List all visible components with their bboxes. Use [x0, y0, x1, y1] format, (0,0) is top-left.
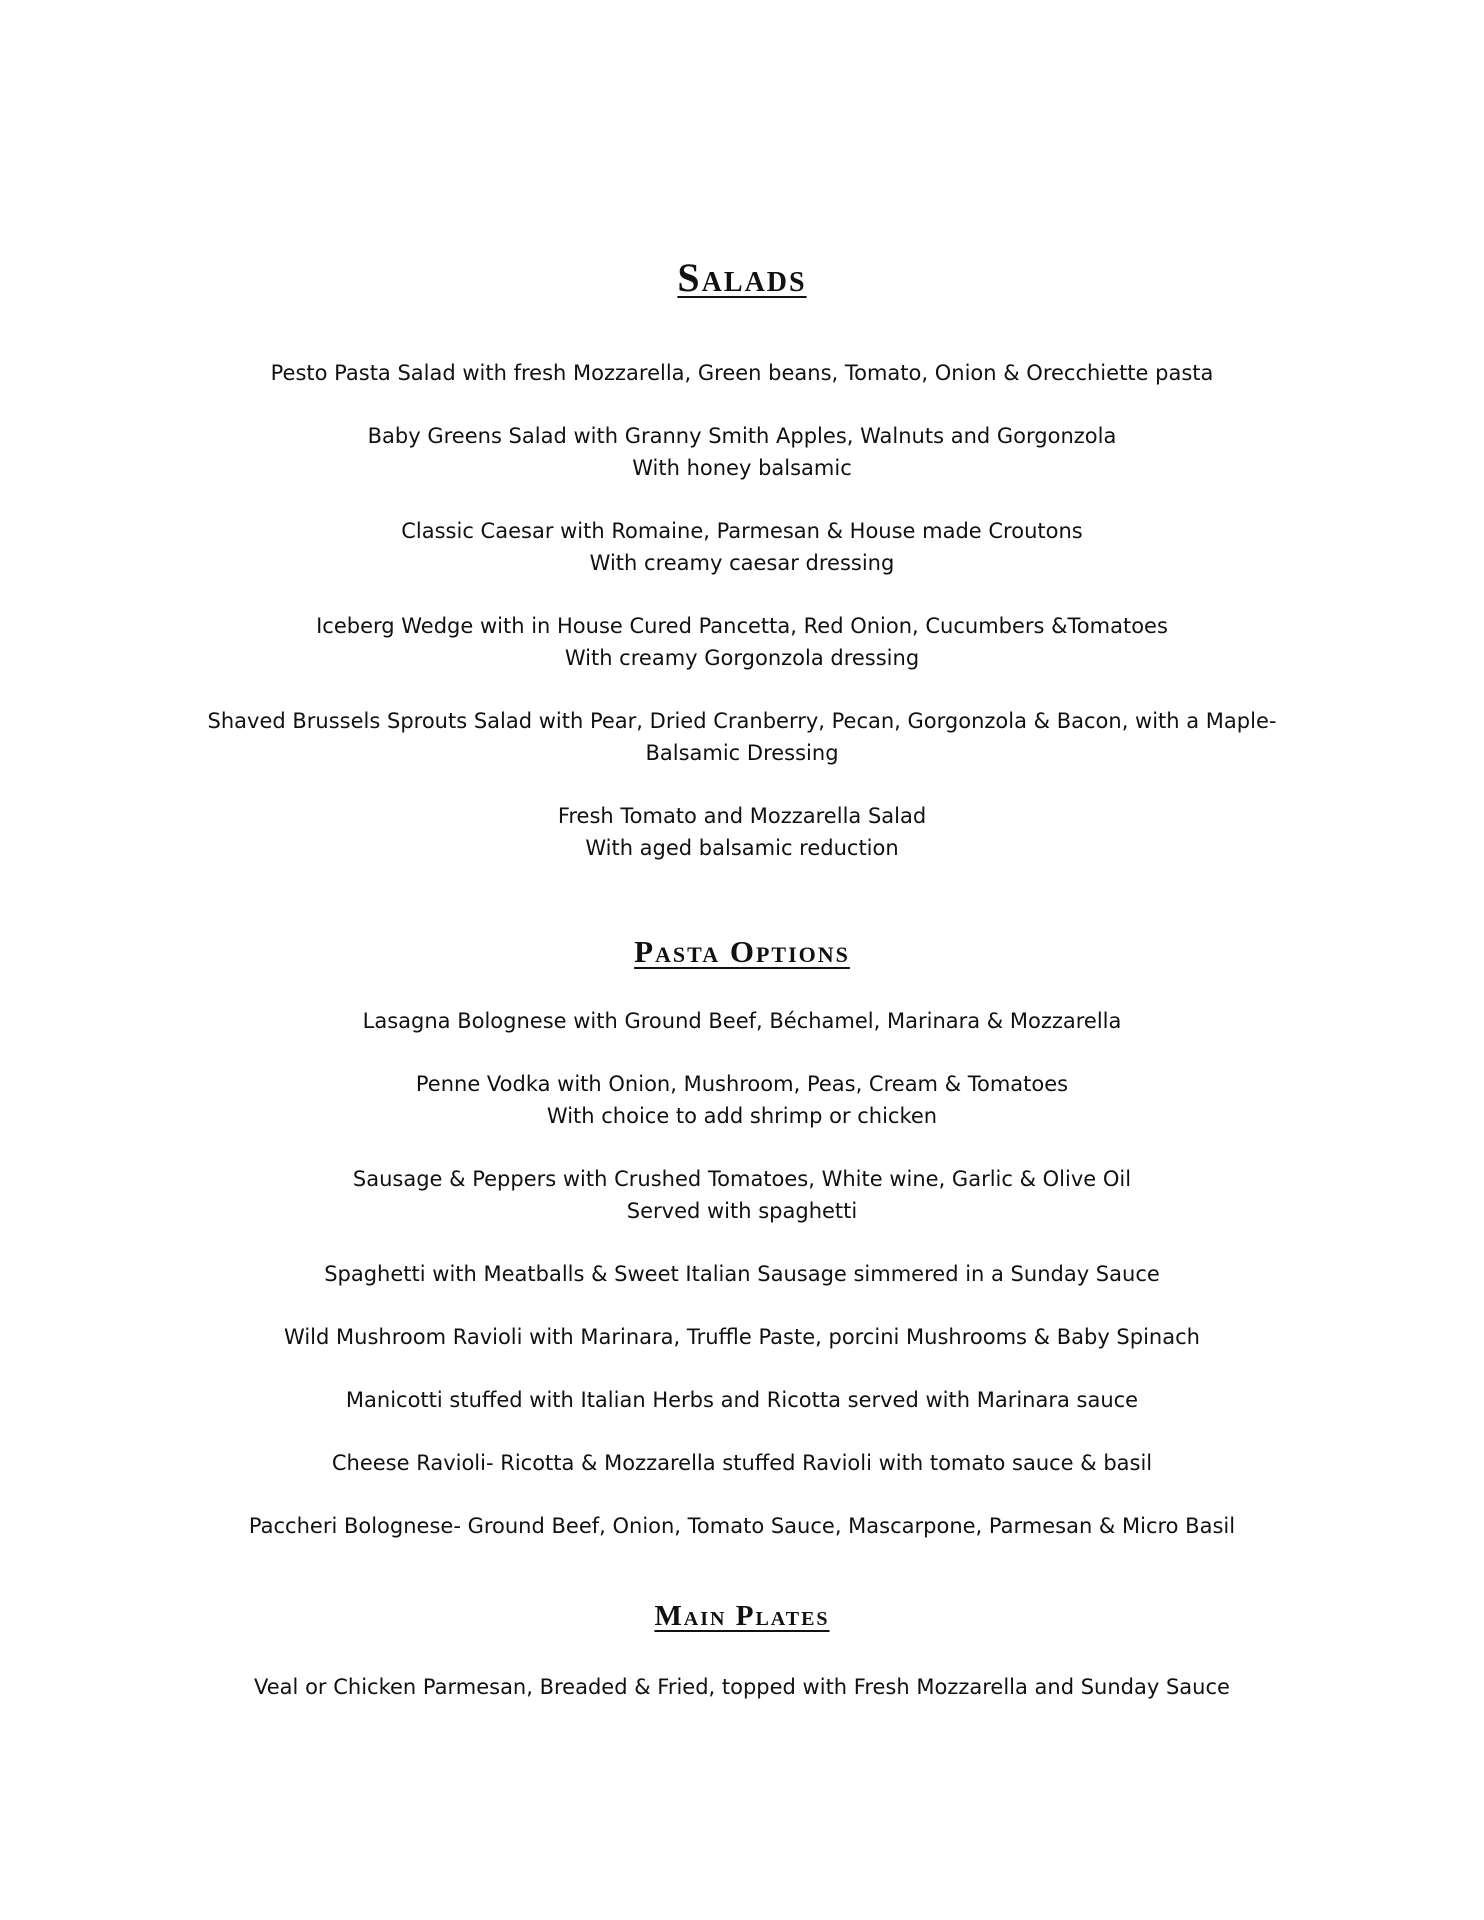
salads-list	[180, 357, 1304, 895]
item-note: Served with spaghetti	[626, 1199, 858, 1223]
item-note: With choice to add shrimp or chicken	[546, 1104, 938, 1128]
item-dressing: With aged balsamic reduction	[585, 836, 899, 860]
item-description: Spaghetti with Meatballs & Sweet Italian Sausage simmered in a Sunday Sauce	[324, 1262, 1160, 1286]
menu-item	[180, 515, 1304, 579]
item-description: Fresh Tomato and Mozzarella Salad	[557, 804, 927, 828]
menu-item	[180, 705, 1304, 769]
item-dressing: With creamy caesar dressing	[589, 551, 895, 575]
menu-item	[150, 1384, 1334, 1416]
item-description: Iceberg Wedge with in House Cured Pancetta, Red Onion, Cucumbers &Tomatoes	[316, 614, 1168, 638]
item-description: Shaved Brussels Sprouts Salad with Pear, Dried Cranberry, Pecan, Gorgonzola & Bacon, with a Maple-Balsamic Dressing	[207, 709, 1277, 765]
menu-item	[150, 1258, 1334, 1290]
menu-item	[180, 357, 1304, 389]
item-description: Wild Mushroom Ravioli with Marinara, Truffle Paste, porcini Mushrooms & Baby Spinach	[284, 1325, 1200, 1349]
menu-item	[150, 1671, 1334, 1703]
item-description: Baby Greens Salad with Granny Smith Apples, Walnuts and Gorgonzola	[367, 424, 1117, 448]
pasta-list	[150, 1005, 1334, 1573]
item-dressing: With honey balsamic	[632, 456, 852, 480]
item-description: Paccheri Bolognese- Ground Beef, Onion, Tomato Sauce, Mascarpone, Parmesan & Micro Basil	[248, 1514, 1236, 1538]
menu-item	[150, 1321, 1334, 1353]
item-description: Sausage & Peppers with Crushed Tomatoes, White wine, Garlic & Olive Oil	[352, 1167, 1132, 1191]
salads-heading: Salads	[677, 255, 807, 300]
item-description: Veal or Chicken Parmesan, Breaded & Fried, topped with Fresh Mozzarella and Sunday Sauce	[254, 1675, 1230, 1699]
menu-item	[150, 1510, 1334, 1542]
main-plates-list	[150, 1671, 1334, 1734]
menu-item	[150, 1163, 1334, 1227]
menu-item	[150, 1005, 1334, 1037]
item-dressing: With creamy Gorgonzola dressing	[564, 646, 920, 670]
menu-item	[150, 1447, 1334, 1479]
item-description: Classic Caesar with Romaine, Parmesan & House made Croutons	[401, 519, 1083, 543]
item-description: Cheese Ravioli- Ricotta & Mozzarella stuffed Ravioli with tomato sauce & basil	[331, 1451, 1153, 1475]
menu-item	[180, 420, 1304, 484]
menu-item	[180, 610, 1304, 674]
item-description: Penne Vodka with Onion, Mushroom, Peas, Cream & Tomatoes	[415, 1072, 1069, 1096]
item-description: Lasagna Bolognese with Ground Beef, Béchamel, Marinara & Mozzarella	[362, 1009, 1122, 1033]
main-plates-heading: Main Plates	[654, 1600, 830, 1632]
menu-item	[180, 800, 1304, 864]
pasta-heading: Pasta Options	[634, 934, 850, 969]
item-description: Manicotti stuffed with Italian Herbs and Ricotta served with Marinara sauce	[345, 1388, 1139, 1412]
menu-item	[150, 1068, 1334, 1132]
item-description: Pesto Pasta Salad with fresh Mozzarella, Green beans, Tomato, Onion & Orecchiette pasta	[270, 361, 1214, 385]
